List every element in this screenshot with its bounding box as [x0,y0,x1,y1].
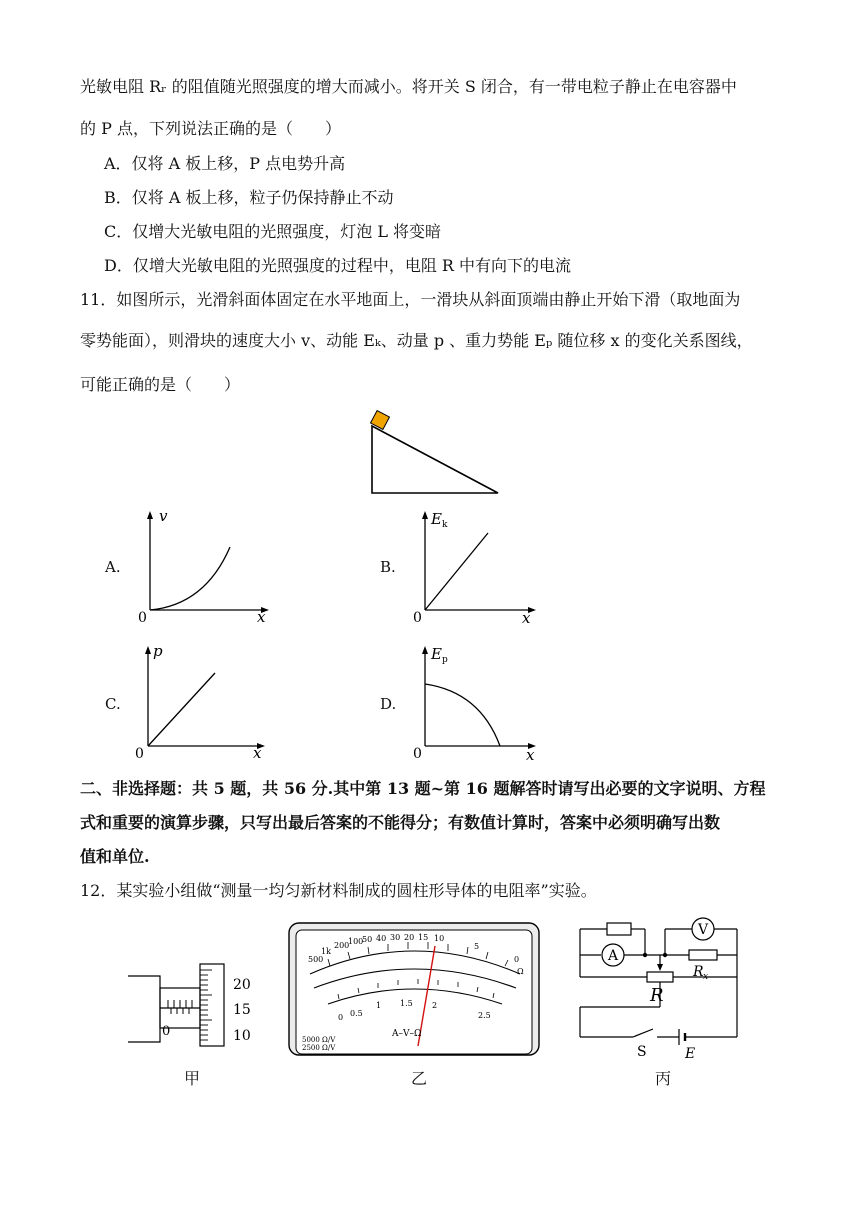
ohm-10: 10 [434,934,445,943]
micrometer-figure [128,960,268,1050]
caption-bing: 丙 [655,1069,672,1088]
micrometer-scale-10: 10 [233,1028,251,1044]
q10-option-b: B．仅将 A 板上移，粒子仍保持静止不动 [104,188,394,207]
ohm-5: 5 [474,942,480,951]
v-2-5: 2.5 [478,1011,491,1020]
q12-line1: 12．某实验小组做“测量一均匀新材料制成的圆柱形导体的电阻率”实验。 [80,881,597,900]
q11-line1: 11．如图所示，光滑斜面体固定在水平地面上，一滑块从斜面顶端由静止开始下滑（取地面为 [80,290,741,309]
micrometer-scale-15: 15 [233,1002,251,1018]
q10-option-d: D．仅增大光敏电阻的光照强度的过程中，电阻 R 中有向下的电流 [104,256,572,275]
ohm-30: 30 [390,933,401,942]
section2-line1: 二、非选择题：共 5 题，共 56 分.其中第 13 题~第 16 题解答时请写出必要的文字说明、方程 [80,779,766,798]
ohm-40: 40 [376,934,387,943]
graph-d [410,640,550,764]
graph-b-ysub: k [442,520,448,530]
graph-a-xaxis: x [257,608,266,626]
graph-d-curve [425,684,500,746]
graph-b [410,505,550,625]
q10-intro-line2: 的 P 点，下列说法正确的是（ ） [80,119,341,138]
ohm-500: 500 [308,955,324,964]
multimeter-bottom-1: 5000 Ω/V [302,1036,336,1044]
ohm-100: 100 [348,937,364,946]
graph-c [133,640,273,760]
ohm-15: 15 [418,933,429,942]
ohm-1k: 1k [321,947,331,956]
ohm-symbol: Ω [517,967,524,976]
multimeter-center-label: A–V–Ω [392,1029,422,1039]
graph-b-label: B. [380,558,396,576]
graph-a-label: A. [105,558,121,576]
ohm-0: 0 [514,955,520,964]
ohm-20: 20 [404,933,415,942]
graph-c-line [148,673,215,746]
circuit-voltmeter-label: V [698,922,709,938]
caption-jia: 甲 [184,1069,201,1088]
graph-b-origin: 0 [413,610,422,626]
graph-c-origin: 0 [135,746,144,762]
graph-c-xaxis: x [253,744,262,762]
section2-line2: 式和重要的演算步骤，只写出最后答案的不能得分；有数值计算时，答案中必须明确写出数 [80,813,721,832]
graph-d-ysub: p [442,655,448,665]
circuit-emf-label: E [685,1046,696,1062]
circuit-figure [575,915,745,1060]
circuit-rx-label: R [693,964,704,980]
graph-a-yaxis: v [159,507,168,525]
ohm-200: 200 [334,941,350,950]
multimeter-bottom-2: 2500 Ω/V [302,1044,336,1052]
v-0-5: 0.5 [350,1009,363,1018]
graph-b-yaxis: E [431,510,442,528]
q11-line3: 可能正确的是（ ） [80,375,241,394]
graph-d-origin: 0 [413,746,422,762]
multimeter-figure [288,922,540,1054]
graph-a-origin: 0 [138,610,147,626]
circuit-rheostat-label: R [650,985,664,1006]
v-2: 2 [432,1001,438,1010]
circuit-ammeter-label: A [608,948,619,964]
v-0: 0 [338,1013,344,1022]
micrometer-scale-20: 20 [233,977,251,993]
incline-figure [360,408,505,498]
q11-line2: 零势能面），则滑块的速度大小 v、动能 Eₖ、动量 p 、重力势能 Eₚ 随位移 x 的变化关系图线， [80,331,753,350]
v-1-5: 1.5 [400,999,413,1008]
q10-option-a: A．仅将 A 板上移，P 点电势升高 [104,154,346,173]
circuit-switch-label: S [637,1044,647,1060]
q10-intro-line1: 光敏电阻 Rᵣ 的阻值随光照强度的增大而减小。将开关 S 闭合，有一带电粒子静止在电容器中 [80,77,737,96]
ohm-50: 50 [362,935,373,944]
v-1: 1 [376,1001,382,1010]
circuit-rx-sub: x [703,972,709,982]
graph-a-curve [150,547,230,610]
graph-c-yaxis: p [153,642,163,660]
q10-option-c: C．仅增大光敏电阻的光照强度，灯泡 L 将变暗 [104,222,442,241]
micrometer-zero: 0 [162,1024,171,1039]
graph-d-xaxis: x [526,746,535,764]
section2-line3: 值和单位. [80,847,150,866]
graph-a [135,505,275,625]
graph-b-line [425,533,488,610]
graph-d-label: D. [380,695,397,713]
graph-d-yaxis: E [431,645,442,663]
graph-b-xaxis: x [522,609,531,627]
caption-yi: 乙 [411,1069,428,1088]
graph-c-label: C. [105,695,121,713]
